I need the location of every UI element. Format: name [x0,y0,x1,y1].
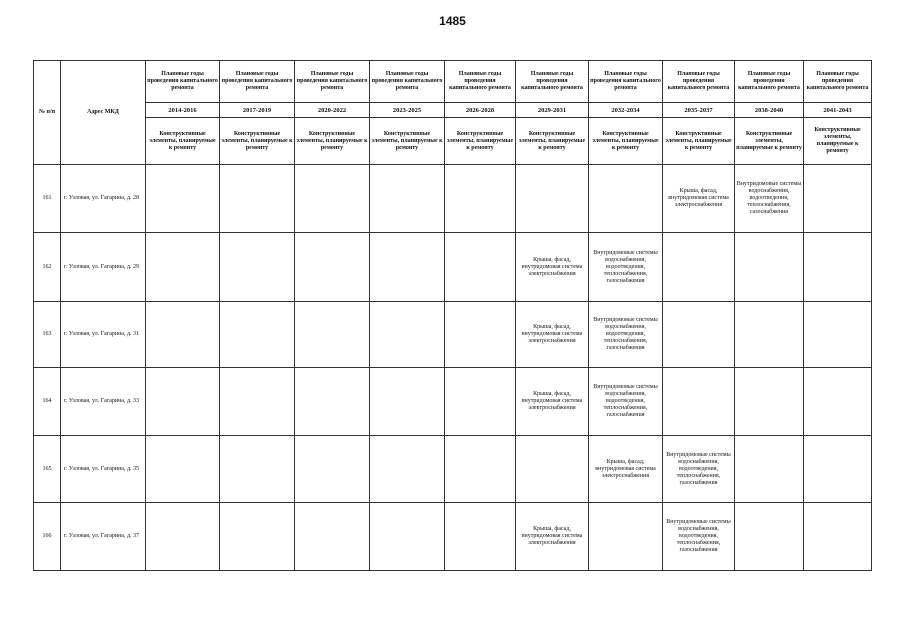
empty-cell [445,302,516,368]
empty-cell [804,503,872,571]
header-plan: Плановые годы проведения капитального ремонта [370,61,445,103]
empty-cell [370,503,445,571]
repair-work-cell: Крыша, фасад, внутридомовая система электроснабжения [516,503,589,571]
header-row-plan [34,61,872,103]
header-plan: Плановые годы проведения капитального ремонта [804,61,872,103]
empty-cell [295,233,370,302]
empty-cell [146,165,220,233]
empty-cell [295,436,370,503]
header-plan: Плановые годы проведения капитального ремонта [445,61,516,103]
repair-work-cell: Внутридомовые системы водоснабжения, водоотведения, теплоснабжения, газоснабжения [589,233,663,302]
header-row-elements [34,118,872,165]
header-num: № п/п [34,61,61,165]
table-row [34,368,872,436]
repair-work-cell: Внутридомовые системы водоснабжения, водоотведения, теплоснабжения, газоснабжения [735,165,804,233]
header-period: 2029-2031 [516,103,589,118]
header-elements: Конструктивные элементы, планируемые к ремонту [589,118,663,165]
empty-cell [735,233,804,302]
header-elements: Конструктивные элементы, планируемые к ремонту [804,118,872,165]
repair-work-cell: Крыша, фасад, внутридомовая система электроснабжения [516,368,589,436]
repair-work-cell: Крыша, фасад, внутридомовая система электроснабжения [516,233,589,302]
empty-cell [370,233,445,302]
empty-cell [445,436,516,503]
header-plan: Плановые годы проведения капитального ремонта [663,61,735,103]
header-period: 2026-2028 [445,103,516,118]
empty-cell [370,368,445,436]
empty-cell [445,368,516,436]
empty-cell [220,436,295,503]
empty-cell [804,368,872,436]
header-period: 2020-2022 [295,103,370,118]
row-address: г. Узловая, ул. Гагарина, д. 29 [61,233,146,302]
empty-cell [370,165,445,233]
empty-cell [735,436,804,503]
empty-cell [220,302,295,368]
header-elements: Конструктивные элементы, планируемые к ремонту [445,118,516,165]
header-elements: Конструктивные элементы, планируемые к ремонту [146,118,220,165]
empty-cell [146,302,220,368]
empty-cell [220,233,295,302]
empty-cell [516,165,589,233]
repair-work-cell: Внутридомовые системы водоснабжения, водоотведения, теплоснабжения, газоснабжения [663,503,735,571]
row-num: 163 [34,302,61,368]
empty-cell [445,233,516,302]
empty-cell [220,165,295,233]
empty-cell [370,302,445,368]
header-plan: Плановые годы проведения капитального ремонта [295,61,370,103]
empty-cell [370,436,445,503]
header-elements: Конструктивные элементы, планируемые к ремонту [735,118,804,165]
empty-cell [663,302,735,368]
table-row [34,233,872,302]
empty-cell [804,436,872,503]
empty-cell [804,165,872,233]
row-address: г. Узловая, ул. Гагарина, д. 28 [61,165,146,233]
empty-cell [663,233,735,302]
empty-cell [146,233,220,302]
table-row [34,165,872,233]
header-period: 2017-2019 [220,103,295,118]
empty-cell [146,368,220,436]
header-elements: Конструктивные элементы, планируемые к ремонту [295,118,370,165]
row-num: 161 [34,165,61,233]
repair-work-cell: Внутридомовые системы водоснабжения, водоотведения, теплоснабжения, газоснабжения [589,302,663,368]
header-period: 2041-2043 [804,103,872,118]
empty-cell [589,503,663,571]
header-period: 2035-2037 [663,103,735,118]
header-period: 2014-2016 [146,103,220,118]
header-plan: Плановые годы проведения капитального ремонта [735,61,804,103]
empty-cell [804,302,872,368]
empty-cell [295,302,370,368]
repair-work-cell: Внутридомовые системы водоснабжения, водоотведения, теплоснабжения, газоснабжения [589,368,663,436]
row-num: 166 [34,503,61,571]
header-row-years [34,103,872,118]
row-address: г. Узловая, ул. Гагарина, д. 33 [61,368,146,436]
empty-cell [589,165,663,233]
empty-cell [663,368,735,436]
header-period: 2038-2040 [735,103,804,118]
header-elements: Конструктивные элементы, планируемые к ремонту [663,118,735,165]
empty-cell [445,165,516,233]
empty-cell [295,368,370,436]
empty-cell [146,436,220,503]
header-period: 2023-2025 [370,103,445,118]
repair-work-cell: Крыша, фасад, внутридомовая система электроснабжения [663,165,735,233]
header-elements: Конструктивные элементы, планируемые к ремонту [220,118,295,165]
repair-work-cell: Крыша, фасад, внутридомовая система электроснабжения [516,302,589,368]
header-plan: Плановые годы проведения капитального ремонта [146,61,220,103]
empty-cell [295,503,370,571]
row-address: г. Узловая, ул. Гагарина, д. 35 [61,436,146,503]
table-row [34,302,872,368]
row-address: г. Узловая, ул. Гагарина, д. 37 [61,503,146,571]
row-address: г. Узловая, ул. Гагарина, д. 31 [61,302,146,368]
header-address: Адрес МКД [61,61,146,165]
empty-cell [146,503,220,571]
empty-cell [220,368,295,436]
repair-work-cell: Внутридомовые системы водоснабжения, водоотведения, теплоснабжения, газоснабжения [663,436,735,503]
header-plan: Плановые годы проведения капитального ремонта [516,61,589,103]
header-elements: Конструктивные элементы, планируемые к ремонту [516,118,589,165]
page-number: 1485 [439,14,466,28]
repair-work-cell: Крыша, фасад, внутридомовая система электроснабжения [589,436,663,503]
header-plan: Плановые годы проведения капитального ремонта [589,61,663,103]
empty-cell [220,503,295,571]
empty-cell [804,233,872,302]
header-elements: Конструктивные элементы, планируемые к ремонту [370,118,445,165]
row-num: 165 [34,436,61,503]
repair-schedule-table [33,60,872,571]
table-row [34,436,872,503]
table-row [34,503,872,571]
row-num: 164 [34,368,61,436]
header-plan: Плановые годы проведения капитального ремонта [220,61,295,103]
header-period: 2032-2034 [589,103,663,118]
empty-cell [735,503,804,571]
empty-cell [735,302,804,368]
empty-cell [516,436,589,503]
empty-cell [295,165,370,233]
empty-cell [445,503,516,571]
empty-cell [735,368,804,436]
row-num: 162 [34,233,61,302]
